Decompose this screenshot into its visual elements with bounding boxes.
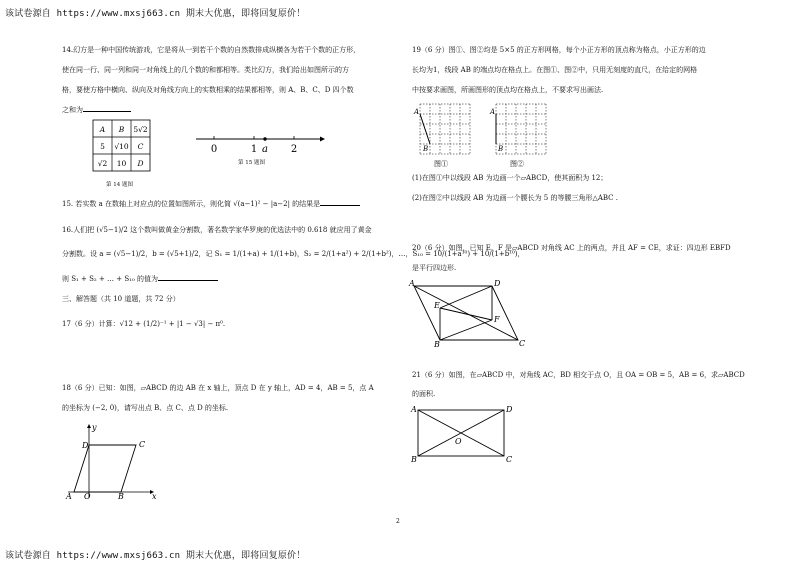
q19-grid-2 bbox=[488, 100, 554, 170]
point-label: C bbox=[506, 455, 513, 464]
q19-line3: 中按要求画图，所画图形的顶点均在格点上，不要求写出画法. bbox=[412, 86, 604, 94]
point-label: O bbox=[455, 437, 462, 446]
grid-cell: C bbox=[137, 142, 144, 151]
grid-cell: 5√2 bbox=[133, 125, 148, 134]
q14-answer-blank bbox=[83, 103, 131, 112]
point-label: A bbox=[490, 108, 496, 116]
q14-line2: 使在同一行、同一列和同一对角线上的几个数的和都相等。类比幻方，我们给出如图所示的方 bbox=[62, 66, 349, 74]
q16-line2: 分割数。设 a = (√5−1)/2，b = (√5+1)/2，记 S₁ = 1/(1+a) + 1/(1+b)，S₂ = 2/(1+a²) + 2/(1+b²)，…，S₁₀ = 10/(1+a¹⁰) + 10/(1+b¹⁰)， bbox=[62, 250, 525, 258]
point-label: A bbox=[409, 279, 415, 288]
q17-text: 17（6 分）计算：√12 + (1/2)⁻¹ + |1 − √3| − π⁰. bbox=[62, 320, 226, 328]
point-label: B bbox=[118, 492, 124, 500]
axis-label: x bbox=[152, 492, 157, 500]
q19-line1: 19（6 分）图①、图②均是 5×5 的正方形网格，每个小正方形的顶点称为格点，小正方形的边 bbox=[412, 46, 706, 54]
tick-label: a bbox=[262, 144, 268, 155]
point-label: C bbox=[139, 440, 146, 449]
q15-answer-blank bbox=[320, 197, 360, 206]
footer-watermark: 该试卷源自 https://www.mxsj663.cn 期末大优惠，即将回复原价！ bbox=[5, 551, 306, 561]
grid-cell: B bbox=[118, 125, 125, 134]
point-label: D bbox=[506, 405, 513, 414]
section-heading: 三、解答题（共 10 道题，共 72 分） bbox=[62, 295, 180, 303]
q14-magic-square bbox=[92, 119, 152, 173]
page-number: 2 bbox=[396, 518, 400, 525]
grid-cell: 5 bbox=[100, 142, 105, 151]
q18-line1: 18（6 分）已知：如图，▱ABCD 的边 AB 在 x 轴上，顶点 D 在 y 轴上，AD = 4，AB = 5，点 A bbox=[62, 384, 374, 392]
q16-line1: 16.人们把 (√5−1)/2 这个数叫做黄金分割数，著名数学家华罗庚的优选法中的 0.618 就应用了黄金 bbox=[62, 226, 372, 234]
axis-label: y bbox=[92, 423, 97, 432]
grid-cell: √2 bbox=[97, 159, 108, 168]
q19-sub2: (2)在图②中以线段 AB 为边画一个腰长为 5 的等腰三角形△ABC . bbox=[412, 194, 618, 202]
q19-grid-1 bbox=[412, 100, 478, 170]
q21-line1: 21（6 分）如图，在▱ABCD 中，对角线 AC，BD 相交于点 O，且 OA = OB = 5，AB = 6，求▱ABCD bbox=[412, 371, 745, 379]
point-label: D bbox=[82, 441, 89, 450]
q16-line3-text: 则 S₁ + S₂ + … + S₁₀ 的值为 bbox=[62, 275, 159, 283]
grid-cell: A bbox=[99, 125, 106, 134]
q15-text-body: 15. 若实数 a 在数轴上对应点的位置如图所示，则化简 √(a−1)² − |a−2| 的结果是 bbox=[62, 200, 321, 208]
point-label: A bbox=[66, 492, 72, 500]
q21-figure bbox=[408, 402, 514, 464]
q20-figure bbox=[408, 278, 532, 348]
q15-text bbox=[62, 197, 360, 211]
point-label: C bbox=[519, 339, 526, 348]
q16-line3 bbox=[62, 272, 218, 286]
header-watermark: 该试卷源自 https://www.mxsj663.cn 期末大优惠，即将回复原价！ bbox=[5, 9, 306, 19]
q15-number-line bbox=[194, 130, 326, 160]
tick-label: 1 bbox=[250, 144, 258, 155]
point-label: A bbox=[414, 108, 420, 116]
tick-label: 2 bbox=[290, 144, 298, 155]
point-label: B bbox=[411, 455, 417, 464]
point-label: E bbox=[434, 301, 440, 310]
q14-line4-text: 之和为 bbox=[62, 106, 83, 114]
point-label: B bbox=[423, 145, 429, 153]
point-label: O bbox=[84, 492, 91, 500]
point-label: B bbox=[434, 340, 440, 348]
point-label: D bbox=[494, 279, 501, 288]
q16-answer-blank bbox=[158, 272, 218, 281]
grid-cell: 10 bbox=[116, 159, 127, 168]
q19-sub1: (1)在图①中以线段 AB 为边画一个▱ABCD，使其面积为 12； bbox=[412, 174, 608, 182]
q14-caption: 第 14 题图 bbox=[106, 182, 133, 188]
q19-fig1-caption: 图① bbox=[434, 160, 448, 168]
q21-line2: 的面积. bbox=[412, 390, 436, 398]
q18-line2: 的坐标为 (−2, 0)，请写出点 B、点 C、点 D 的坐标. bbox=[62, 404, 229, 412]
q14-line3: 格，要使方格中横向、纵向及对角线方向上的实数相乘的结果都相等，则 A、B、C、D 四个数 bbox=[62, 86, 354, 94]
q18-figure bbox=[62, 422, 162, 500]
point-label: F bbox=[494, 315, 500, 324]
q20-line1: 20（6 分）如图，已知 E、F 是▱ABCD 对角线 AC 上的两点，并且 AF = CE，求证：四边形 EBFD bbox=[412, 244, 731, 252]
q19-line2: 长均为1，线段 AB 的端点均在格点上。在图①、图②中，只用无刻度的直尺，在给定的网格 bbox=[412, 66, 698, 74]
grid-cell: √10 bbox=[114, 142, 129, 151]
q19-fig2-caption: 图② bbox=[510, 160, 524, 168]
q20-line2: 是平行四边形. bbox=[412, 264, 457, 272]
grid-cell: D bbox=[137, 159, 144, 168]
q14-line4 bbox=[62, 103, 131, 117]
q15-caption: 第 15 题图 bbox=[238, 160, 265, 166]
q14-line1: 14.幻方是一种中国传统游戏，它是将从一到若干个数的自然数排成纵横各为若干个数的正方形， bbox=[62, 46, 361, 54]
point-label: B bbox=[498, 145, 504, 153]
tick-label: 0 bbox=[210, 144, 218, 155]
point-label: A bbox=[411, 405, 417, 414]
